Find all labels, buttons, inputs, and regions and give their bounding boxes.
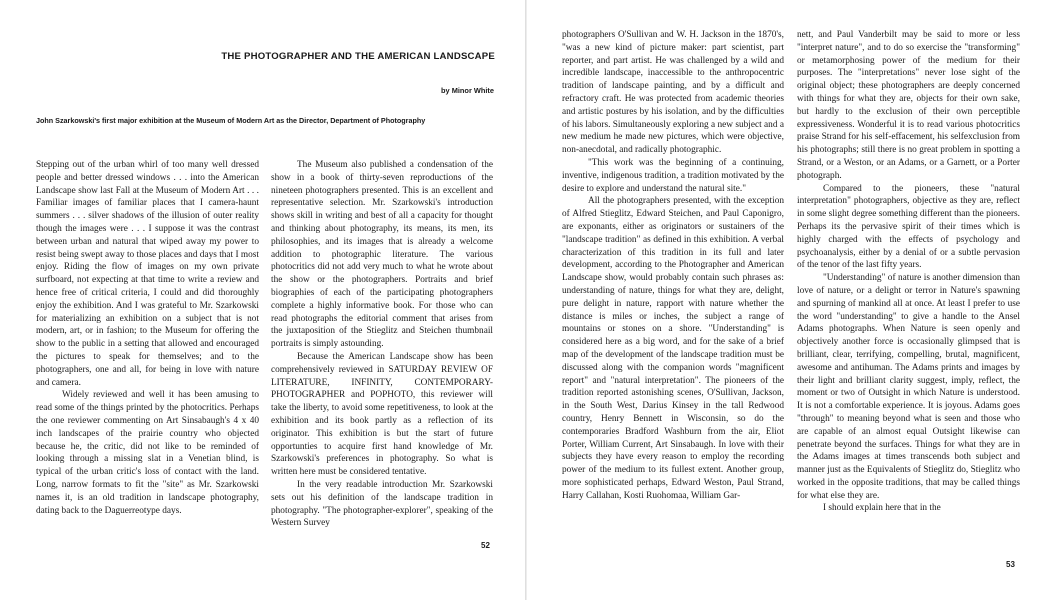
- paragraph: Widely reviewed and well it has been amusing to read some of the things printed by the photocritics. Perhaps the one reviewer commenting on Art Sinsabaugh's 4 x 40 inch landscapes of the prairie country who objected because he, the critic, did not like to be reminded of looking through a missing slat in a Venetian blind, is typical of the urban critic's loss of contact with the land. Long, narrow formats to fit the "site" as Mr. Szarkowski names it, is an old tradition in landscape photography, dating back to the Daguerreotype days.: [36, 390, 259, 516]
- text-column-3: [562, 29, 784, 502]
- paragraph: "Understanding" of nature is another dimension than love of nature, or a delight or terror in Nature's spawning and spurning of mankind all at once. At least I prefer to use the word "understanding" to give a handle to the Ansel Adams photographs. When Nature is seen openly and objectively another force is occasionally glimpsed that is brilliant, clear, terrifying, compelling, brutal, magnificent, awesome and antihuman. The Adams prints and images by their light and brilliant clarity suggest, imply, reflect, the moment or two of Outsight in which Nature is understood. It is not a comfortable experience. It is joyous. Adams goes "through" to meaning beyond what is seen and those who are capable of an almost equal Outsight likewise can penetrate beyond the surfaces. Things for what they are in the Adams images at times transcends both subject and manner just as the Equivalents of Stieglitz do, Stieglitz who worked in the opposite traditions, that may be called things for what else they are.: [797, 273, 1020, 501]
- page-number-right: 53: [1006, 560, 1015, 569]
- paragraph: Stepping out of the urban whirl of too many well dressed people and better dressed windows . . . into the American Landscape show last Fall at the Museum of Modern Art . . . Familiar images of familiar places that I camera-haunt summers . . . silver shadows of the illusion of outer reality though the images were . . . I suppose it was the contrast between urban and natural that wiped away my power to resist being swept away to those places and days that I most enjoy. Riding the flow of images on my own private surfboard, not expecting at that time to write a review and hence free of critical criteria, I could and did thoroughly enjoy the exhibition. And I was grateful to Mr. Szarkowski for materializing an exhibition on a subject that is not modern, art, or in fashion; to the Museum for offering the show to the public in a setting that allowed and encouraged the pictures to speak for themselves; and to the photographers, one and all, for being in love with nature and camera.: [36, 160, 259, 388]
- text-column-4: [797, 29, 1020, 515]
- paragraph: Because the American Landscape show has been comprehensively reviewed in SATURDAY REVIEW OF LITERATURE, INFINITY, CONTEMPORARY-PHOTOGRAPHER and POPHOTO, this reviewer will take the liberty, to avoid some repetitiveness, to look at the exhibition and its book partly as a reflection of its originator. This exhibition is but the start of future opportunties to acquire first hand knowledge of Mr. Szarkowski's preferences in photography. So what is written here must be considered tentative.: [271, 351, 493, 478]
- paragraph: Compared to the pioneers, these "natural interpretation" photographers, objective as they are, reflect in some slight degree something different than the pioneers. Perhaps its the pervasive spirit of their times which is highly charged with the effects of psychology and psychoanalysis, either by a denial of or a subtle pervasion of the tenor of the last fifty years.: [797, 183, 1020, 271]
- article-title: THE PHOTOGRAPHER AND THE AMERICAN LANDSCAPE: [221, 51, 495, 62]
- paragraph: I should explain here that in the: [823, 503, 941, 514]
- page-gutter: [525, 0, 527, 600]
- paragraph: All the photographers presented, with the exception of Alfred Stieglitz, Edward Steichen, and Paul Caponigro, are exponants, either as originators or sustainers of the "landscape tradition" as defined in this exhibition. A verbal characterization of this tradition in its full and later development, according to the Photographer and American Landscape show, would probably contain such phrases as: understanding of nature, things for what they are, delight, pure delight in nature, rapport with nature whether the distance is miles or inches, the subject a range of mountains or stones on a shore. "Understanding" is considered here as a big word, and for the sake of a brief map of the development of the landscape tradition must be discussed along with the companion words "magnificent report" and "natural interpretation". The pioneers of the tradition reported astonishing scenes, O'Sullivan, Jackson, in the South West, Darius Kinsey in the tall Redwood country, Henry Bennett in Wisconsin, so do the contemporaries Bradford Washburn from the air, Eliot Porter, William Current, Art Sinsabaugh. In love with their subjects they have every reason to employ the recording power of the medium to its fullest extent. Another group, more sophisticated perhaps, Edward Weston, Paul Strand, Harry Callahan, Kosti Ruohomaa, William Gar-: [562, 196, 784, 501]
- paragraph: The Museum also published a condensation of the show in a book of thirty-seven reproductions of the nineteen photographers presented. This is an excellent and representative selection. Mr. Szarkowski's introduction shows skill in writing and best of all a capacity for thought and thinking about photography, its means, its men, its philosophies, and its images that is already a welcome addition to photographic literature. The various photocritics did not add very much to what he wrote about the show or the photographers. Portraits and brief biographies of each of the participating photographers complete a highly informative book. For those who can read photographs the editorial comment that arises from the juxtaposition of the Stieglitz and Steichen thumbnail portraits is simply astounding.: [271, 160, 493, 350]
- article-byline: by Minor White: [441, 86, 494, 95]
- text-column-1: [36, 159, 259, 517]
- paragraph: "This work was the beginning of a continuing, inventive, indigenous tradition, a tradition motivated by the desire to explore and understand the natural site.": [562, 157, 784, 194]
- paragraph: nett, and Paul Vanderbilt may be said to more or less "interpret nature", and to do so exercise the "transforming" or metamorphosing power of the medium for their purposes. The "interpretations" never lose sight of the original object; these photographers are deeply concerned with things for what they are, objects for their own sake, but hardly to the exclusion of their own perceptible expressiveness. Wonderful it is to read various photocritics praise Strand for his self-effacement, his selfexclusion from his photographs; still there is no great problem in spotting a Strand, or a Weston, or an Adams, or a Garnett, or a Porter photograph.: [797, 30, 1020, 181]
- text-column-2: [271, 159, 493, 530]
- article-subtitle: John Szarkowski's first major exhibition at the Museum of Modern Art as the Director, Department of Photography: [36, 116, 426, 125]
- page-number-left: 52: [481, 541, 490, 550]
- paragraph: In the very readable introduction Mr. Szarkowski sets out his definition of the landscape tradition in photography. "The photographer-explorer", speaking of the Western Survey: [271, 479, 493, 529]
- paragraph: photographers O'Sullivan and W. H. Jackson in the 1870's, "was a new kind of picture maker: part scientist, part reporter, and part artist. He was challenged by a wild and incredible landscape, inaccessible to the anthropocentric tradition of landscape painting, and by a difficult and refractory craft. He was protected from academic theories and artistic postures by his isolation, and by the difficulties of his labors. Simultaneously exploring a new subject and a new medium he made new pictures, which were objective, non-anecdotal, and radically photographic.: [562, 30, 784, 156]
